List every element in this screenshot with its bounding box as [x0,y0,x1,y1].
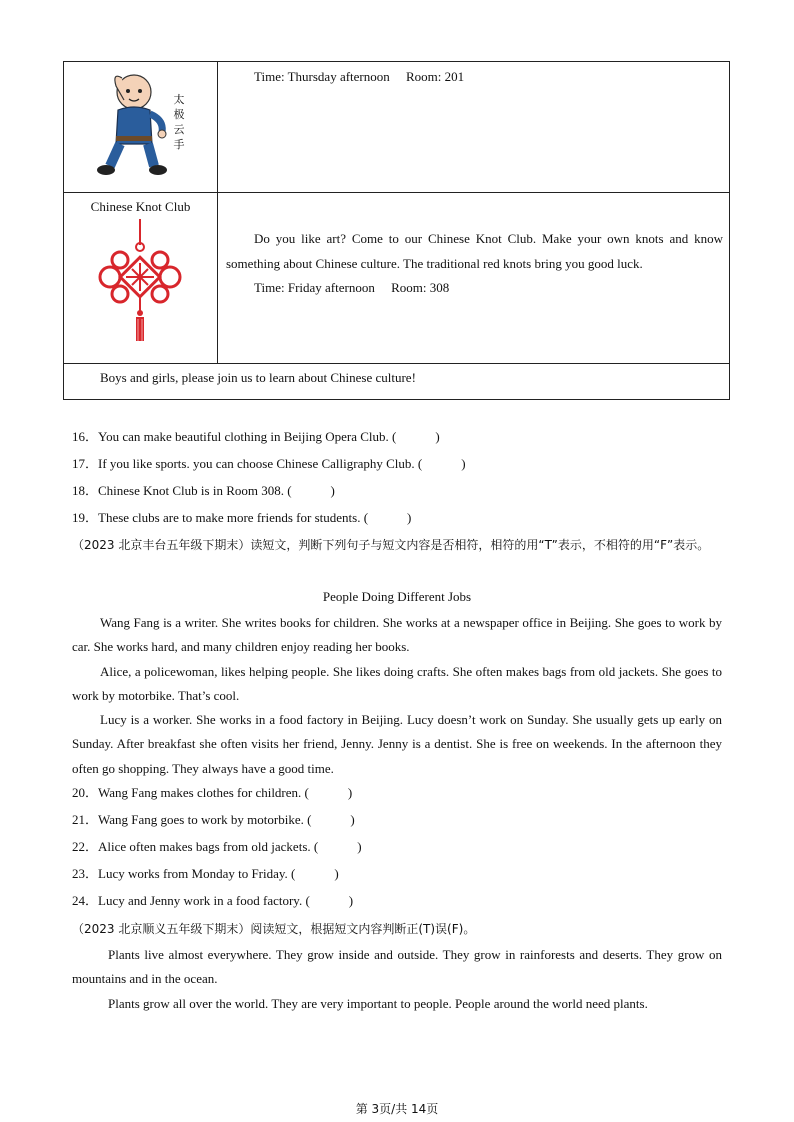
table-row-taichi [64,62,730,193]
invitation-text: Boys and girls, please join us to learn about Chinese culture! [100,370,416,385]
question-22: 22．Alice often makes bags from old jackets. ( ) [72,839,362,854]
section3-instruction: （2023 北京顺义五年级下期末）阅读短文，根据短文内容判断正(T)误(F)。 [72,922,476,936]
question-17: 17．If you like sports. you can choose Chinese Calligraphy Club. ( ) [72,456,466,471]
chinese-knot-icon [64,215,217,345]
question-16: 16．You can make beautiful clothing in Beijing Opera Club. ( ) [72,429,440,444]
question-21: 21．Wang Fang goes to work by motorbike. ( ) [72,812,355,827]
section2-paragraph-3: Lucy is a worker. She works in a food factory in Beijing. Lucy doesn’t work on Sunday. She usually gets up early on Sunday. After breakfast she often visits her friend, Jenny. Jenny is a dentist. She is free on weekends. In the afternoon they often go shopping. They always have a good time. [72,712,722,776]
taichi-vertical-label [172,92,186,152]
taichi-picture-cell [64,62,218,193]
section3-paragraph-1: Plants live almost everywhere. They grow inside and outside. They grow in rainforests and deserts. They grow on mountains and in the ocean. [72,947,722,987]
clubs-table [63,61,730,400]
knot-info-cell [218,193,730,364]
question-19: 19．These clubs are to make more friends for students. ( ) [72,510,412,525]
question-23: 23．Lucy works from Monday to Friday. ( ) [72,866,339,881]
knot-club-title: Chinese Knot Club [90,199,191,214]
question-18: 18．Chinese Knot Club is in Room 308. ( ) [72,483,335,498]
knot-description: Do you like art? Come to our Chinese Knot Club. Make your own knots and know something about Chinese culture. The traditional red knots bring you good luck. [226,231,723,271]
section2-paragraph-1: Wang Fang is a writer. She writes books for children. She works at a newspaper office in Beijing. She goes to work by car. She works hard, and many children enjoy reading her books. [72,615,722,655]
label-char: 太 [173,93,185,106]
section2-instruction: （2023 北京丰台五年级下期末）读短文，判断下列句子与短文内容是否相符，相符的用“T”表示，不相符的用“F”表示。 [72,538,710,552]
knot-time-room: Time: Friday afternoon Room: 308 [254,280,450,295]
invitation-cell [64,364,730,400]
label-char: 手 [173,138,185,151]
section3-paragraph-2: Plants grow all over the world. They are very important to people. People around the world need plants. [108,996,648,1011]
taichi-time-room: Time: Thursday afternoon Room: 201 [254,69,465,84]
question-24: 24．Lucy and Jenny work in a food factory. ( ) [72,893,354,908]
section2-paragraph-2: Alice, a policewoman, likes helping people. She likes doing crafts. She often makes bags from old jackets. She goes to work by motorbike. That’s cool. [72,664,722,704]
label-char: 极 [173,108,185,121]
table-row-invitation [64,364,730,400]
taichi-info-cell [218,62,730,193]
question-20: 20．Wang Fang makes clothes for children. ( ) [72,785,353,800]
knot-picture-cell [64,193,218,364]
page-number-footer: 第 3页/共 14页 [355,1102,439,1116]
section2-title: People Doing Different Jobs [322,589,472,604]
label-char: 云 [173,123,185,136]
table-row-knot [64,193,730,364]
